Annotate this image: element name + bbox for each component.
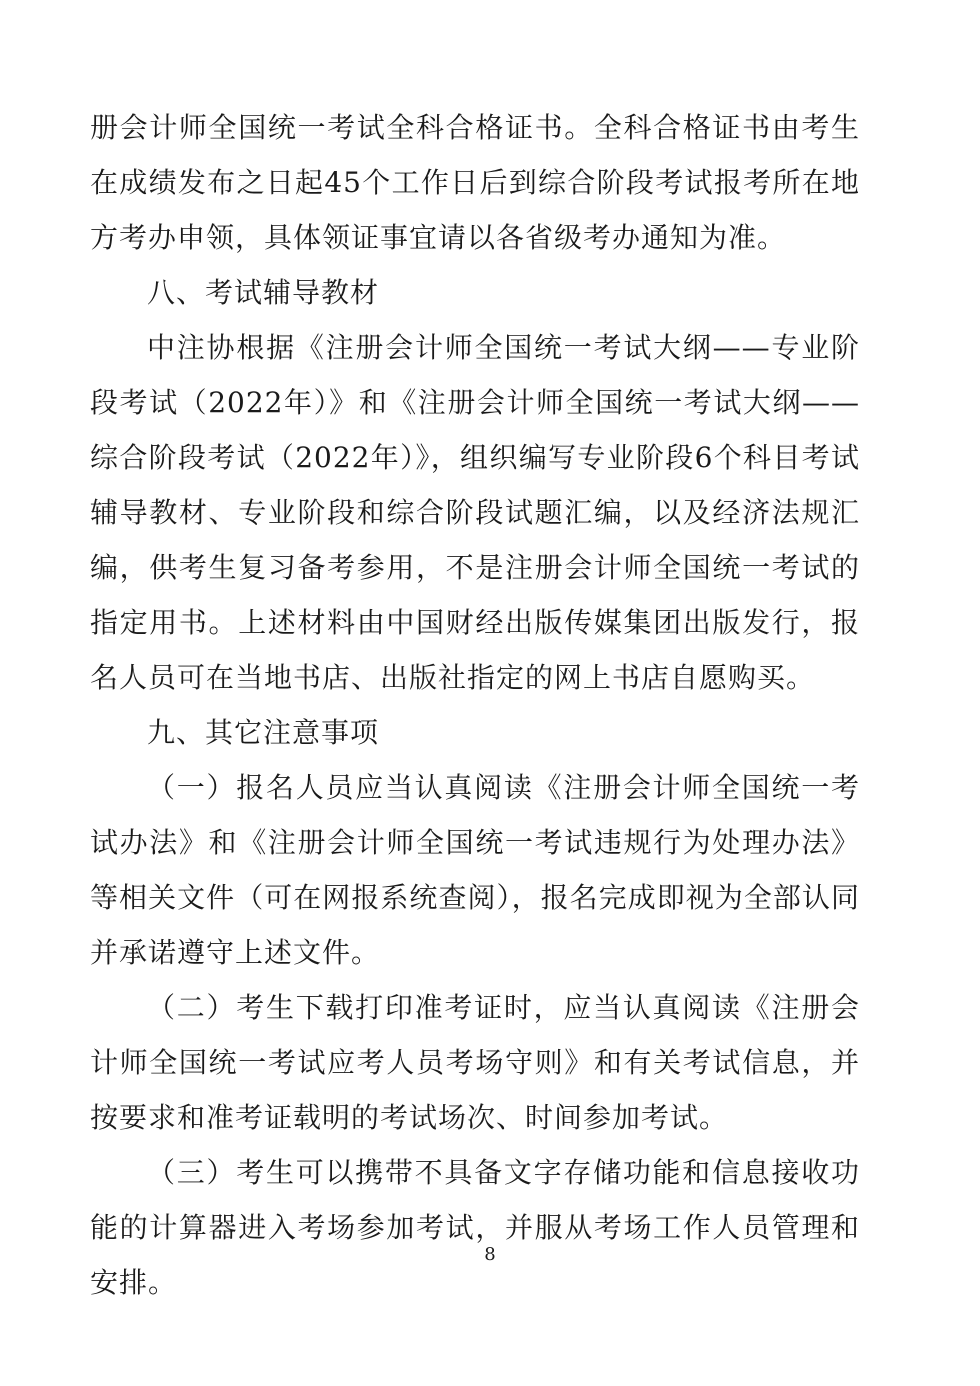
paragraph-note-1: （一）报名人员应当认真阅读《注册会计师全国统一考试办法》和《注册会计师全国统一考试违规行为处理办法》等相关文件（可在网报系统查阅），报名完成即视为全部认同并承诺遵守上述文件。 bbox=[90, 771, 860, 969]
paragraph-certificate: 册会计师全国统一考试全科合格证书。全科合格证书由考生在成绩发布之日起45个工作日后到综合阶段考试报考所在地方考办申领，具体领证事宜请以各省级考办通知为准。 bbox=[90, 111, 860, 254]
document-body bbox=[90, 100, 860, 1310]
page-number: 8 bbox=[484, 1244, 496, 1265]
section-heading-other-notes: 九、其它注意事项 bbox=[147, 716, 380, 749]
section-heading-textbooks: 八、考试辅导教材 bbox=[147, 276, 380, 309]
paragraph-textbooks: 中注协根据《注册会计师全国统一考试大纲——专业阶段考试（2022年）》和《注册会计师全国统一考试大纲——综合阶段考试（2022年）》，组织编写专业阶段6个科目考试辅导教材、专业阶段和综合阶段试题汇编，以及经济法规汇编，供考生复习备考参用，不是注册会计师全国统一考试的指定用书。上述材料由中国财经出版传媒集团出版发行，报名人员可在当地书店、出版社指定的网上书店自愿购买。 bbox=[90, 331, 860, 694]
paragraph-note-3: （三）考生可以携带不具备文字存储功能和信息接收功能的计算器进入考场参加考试，并服从考场工作人员管理和安排。 bbox=[90, 1156, 860, 1299]
paragraph-note-2: （二）考生下载打印准考证时，应当认真阅读《注册会计师全国统一考试应考人员考场守则》和有关考试信息，并按要求和准考证载明的考试场次、时间参加考试。 bbox=[90, 991, 860, 1134]
